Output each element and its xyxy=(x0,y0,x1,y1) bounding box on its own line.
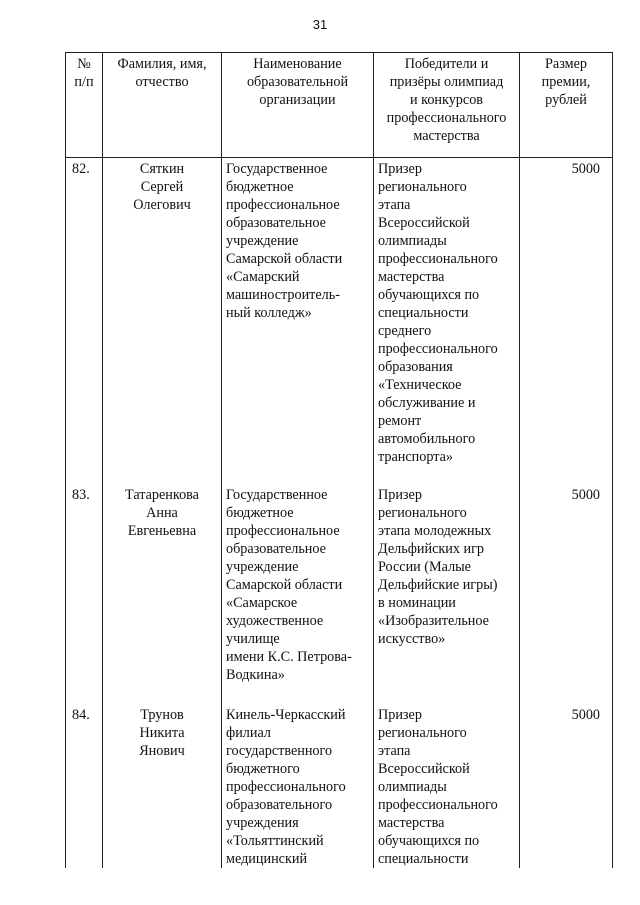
row-number: 82. xyxy=(66,158,103,481)
row-prize: 5000 xyxy=(520,158,613,481)
row-full-name: Татаренкова Анна Евгеньевна xyxy=(103,480,222,700)
row-prize: 5000 xyxy=(520,480,613,700)
header-achievement: Победители и призёры олимпиад и конкурсов профессионального мастерства xyxy=(374,53,520,158)
row-organization: Государственное бюджетное профессиональное образовательное учреждение Самарской области «Самарское художественное училище имени К.С. Петрова- Водкина» xyxy=(222,480,374,700)
page-number: 31 xyxy=(312,17,328,32)
awards-table xyxy=(65,52,613,868)
row-number: 84. xyxy=(66,700,103,868)
header-organization: Наименование образовательной организации xyxy=(222,53,374,158)
table-header-row xyxy=(66,53,613,158)
row-organization: Государственное бюджетное профессиональное образовательное учреждение Самарской области «Самарский машиностроитель- ный колледж» xyxy=(222,158,374,481)
header-prize: Размер премии, рублей xyxy=(520,53,613,158)
row-prize: 5000 xyxy=(520,700,613,868)
awards-table-container xyxy=(65,52,612,868)
header-full-name: Фамилия, имя, отчество xyxy=(103,53,222,158)
table-row xyxy=(66,700,613,868)
row-achievement: Призер регионального этапа Всероссийской олимпиады профессионального мастерства обучающихся по специальности xyxy=(374,700,520,868)
row-full-name: Трунов Никита Янович xyxy=(103,700,222,868)
row-achievement: Призер регионального этапа молодежных Дельфийских игр России (Малые Дельфийские игры) в номинации «Изобразительное искусство» xyxy=(374,480,520,700)
row-organization: Кинель-Черкасский филиал государственного бюджетного профессионального образовательного учреждения «Тольяттинский медицинский xyxy=(222,700,374,868)
row-number: 83. xyxy=(66,480,103,700)
table-row xyxy=(66,480,613,700)
row-achievement: Призер регионального этапа Всероссийской олимпиады профессионального мастерства обучающихся по специальности среднего профессионального образования «Техническое обслуживание и ремонт автомобильного транспорта» xyxy=(374,158,520,481)
header-number: № п/п xyxy=(66,53,103,158)
table-row xyxy=(66,158,613,481)
row-full-name: Сяткин Сергей Олегович xyxy=(103,158,222,481)
